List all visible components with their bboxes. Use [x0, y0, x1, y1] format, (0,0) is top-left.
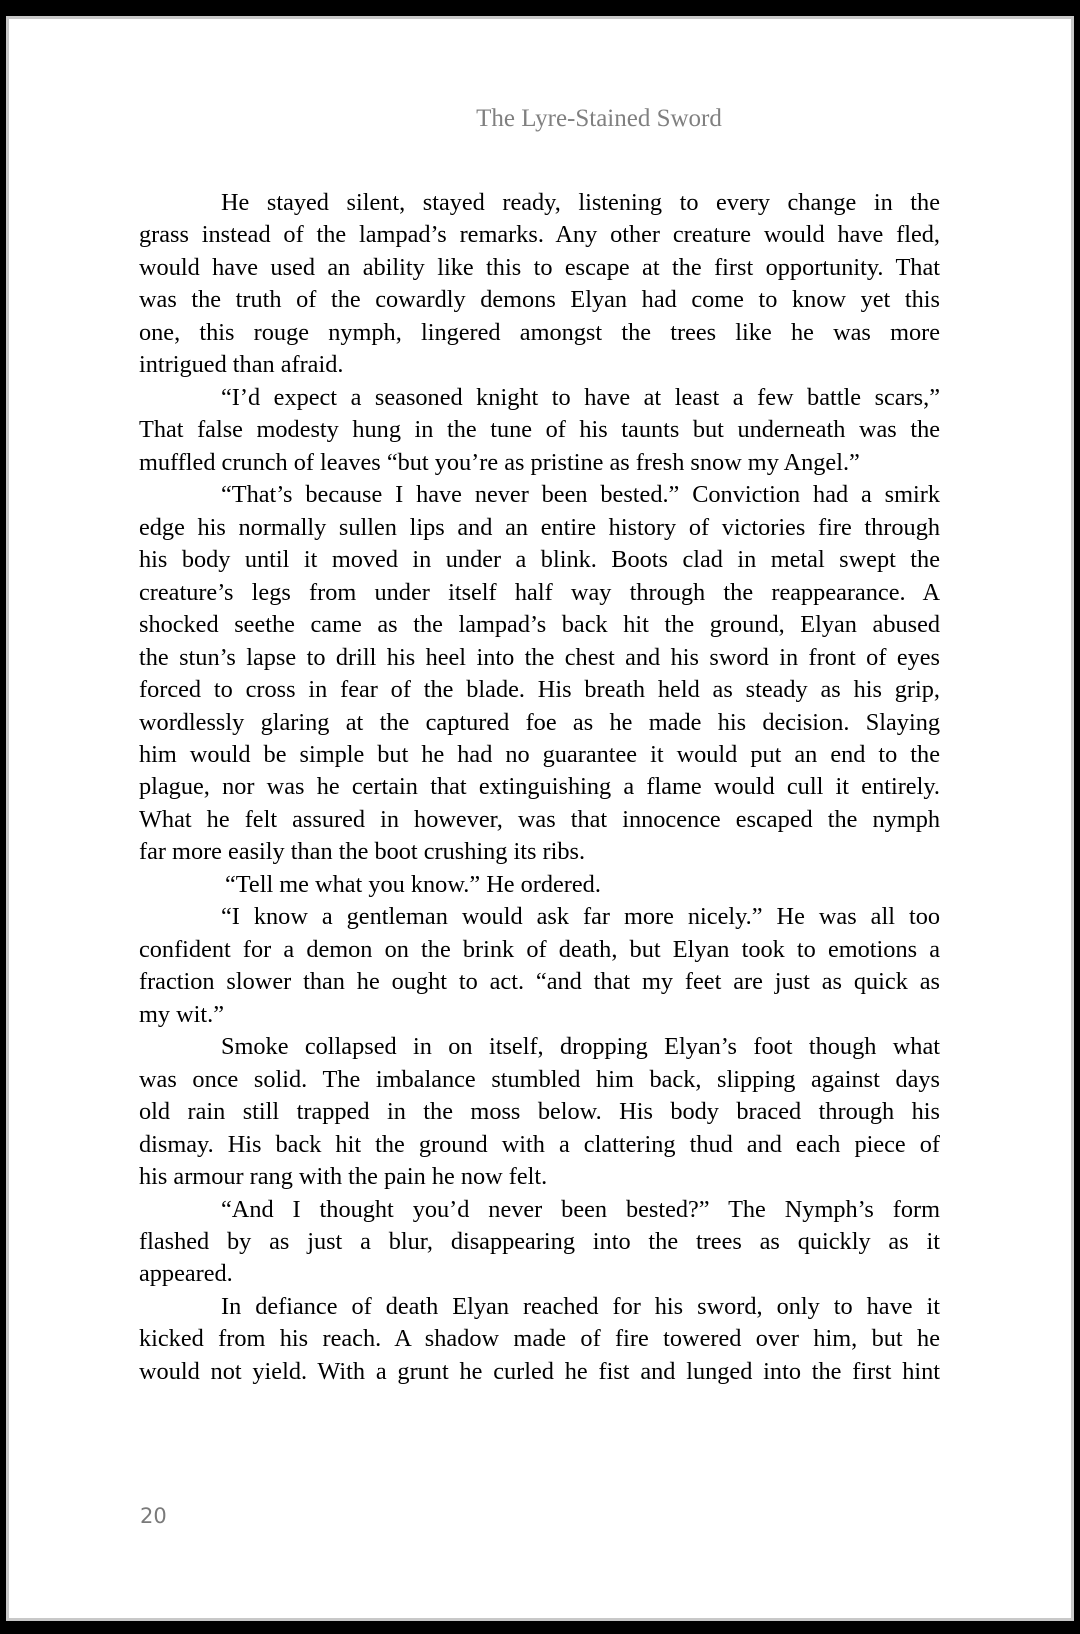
text-line: would not yield. With a grunt he curled he fist and lunged into the first hint: [139, 1357, 940, 1385]
text-line: one, this rouge nymph, lingered amongst the trees like he was more: [139, 318, 940, 346]
text-line: him would be simple but he had no guarantee it would put an end to the: [139, 740, 940, 768]
text-line: edge his normally sullen lips and an entire history of victories fire through: [139, 513, 940, 541]
text-line: shocked seethe came as the lampad’s back hit the ground, Elyan abused: [139, 611, 940, 639]
text-line: “I know a gentleman would ask far more nicely.” He was all too: [221, 903, 940, 931]
text-line: was once solid. The imbalance stumbled him back, slipping against days: [139, 1065, 940, 1093]
text-line: his body until it moved in under a blink. Boots clad in metal swept the: [139, 546, 940, 574]
text-line: “That’s because I have never been bested.” Conviction had a smirk: [221, 481, 940, 509]
page-number: 20: [140, 1504, 167, 1528]
paragraph: [139, 1194, 940, 1291]
text-line: flashed by as just a blur, disappearing into the trees as quickly as it: [139, 1228, 940, 1255]
text-line: would have used an ability like this to escape at the first opportunity. That: [139, 253, 940, 281]
book-page: [6, 16, 1074, 1621]
text-line: “And I thought you’d never been bested?” The Nymph’s form: [221, 1195, 940, 1223]
text-line: was the truth of the cowardly demons Elyan had come to know yet this: [139, 286, 940, 314]
text-line: “Tell me what you know.” He ordered.: [225, 870, 601, 898]
text-line: creature’s legs from under itself half way through the reappearance. A: [139, 578, 940, 606]
text-line: far more easily than the boot crushing its ribs.: [139, 838, 586, 866]
paragraph: [139, 479, 940, 869]
paragraph: [139, 1031, 940, 1193]
text-line: Smoke collapsed in on itself, dropping Elyan’s foot though what: [221, 1033, 940, 1061]
paragraph: [139, 901, 940, 1031]
text-line: wordlessly glaring at the captured foe as he made his decision. Slaying: [139, 708, 940, 736]
text-line: What he felt assured in however, was that innocence escaped the nymph: [139, 805, 940, 833]
text-line: plague, nor was he certain that extinguishing a flame would cull it entirely.: [139, 773, 940, 801]
body-text: [139, 187, 940, 1388]
text-line: my wit.”: [139, 1000, 225, 1028]
text-line: intrigued than afraid.: [139, 351, 344, 379]
text-line: his armour rang with the pain he now felt.: [139, 1163, 548, 1191]
running-head-title: The Lyre-Stained Sword: [476, 105, 722, 132]
text-line: fraction slower than he ought to act. “and that my feet are just as quick as: [139, 968, 940, 996]
text-line: “I’d expect a seasoned knight to have at least a few battle scars,”: [221, 383, 940, 411]
text-line: In defiance of death Elyan reached for his sword, only to have it: [221, 1292, 940, 1320]
text-line: muffled crunch of leaves “but you’re as pristine as fresh snow my Angel.”: [139, 448, 860, 476]
text-line: forced to cross in fear of the blade. His breath held as steady as his grip,: [139, 676, 940, 704]
text-line: dismay. His back hit the ground with a clattering thud and each piece of: [139, 1130, 940, 1158]
text-line: He stayed silent, stayed ready, listening to every change in the: [221, 189, 940, 216]
paragraph: [139, 1291, 940, 1388]
paragraph: [139, 382, 940, 479]
text-line: confident for a demon on the brink of death, but Elyan took to emotions a: [139, 935, 940, 963]
text-line: That false modesty hung in the tune of his taunts but underneath was the: [139, 416, 940, 444]
text-line: appeared.: [139, 1260, 233, 1288]
text-line: the stun’s lapse to drill his heel into the chest and his sword in front of eyes: [139, 643, 940, 671]
paragraph: [139, 869, 940, 901]
text-line: grass instead of the lampad’s remarks. Any other creature would have fled,: [139, 221, 940, 249]
text-line: kicked from his reach. A shadow made of fire towered over him, but he: [139, 1325, 940, 1353]
text-line: old rain still trapped in the moss below. His body braced through his: [139, 1098, 940, 1126]
paragraph: [139, 187, 940, 382]
